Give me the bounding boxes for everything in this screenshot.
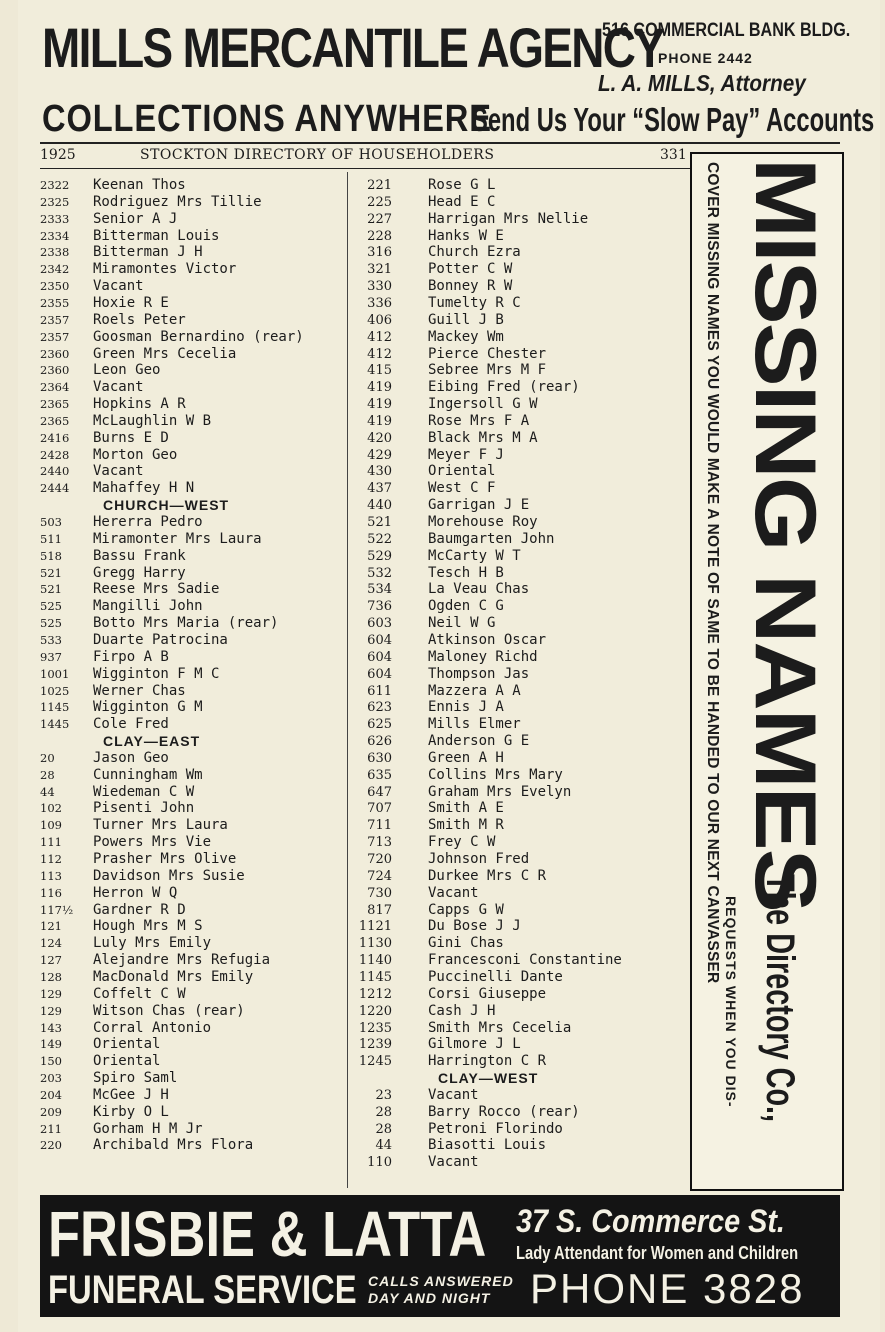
house-number: 330 bbox=[367, 279, 392, 295]
householder-name: Miramontes Victor bbox=[93, 261, 237, 278]
householder-name: Harrigan Mrs Nellie bbox=[428, 210, 589, 227]
householder-name: Hererra Pedro bbox=[93, 514, 203, 530]
householder-name: Herron W Q bbox=[93, 884, 178, 901]
householder-name: Green Mrs Cecelia bbox=[93, 345, 237, 362]
house-number: 2360 bbox=[40, 363, 70, 378]
householder-name: Senior A J bbox=[93, 210, 178, 227]
header-underline bbox=[40, 168, 690, 169]
funeral-ad-calls-line2: DAY AND NIGHT bbox=[368, 1290, 491, 1306]
house-number: 604 bbox=[367, 632, 392, 648]
house-number: 220 bbox=[40, 1138, 62, 1153]
householder-name: Maloney Richd bbox=[428, 648, 538, 665]
householder-name: Harrington C R bbox=[428, 1053, 547, 1070]
house-number: 20 bbox=[40, 750, 55, 765]
house-number: 28 bbox=[375, 1104, 392, 1120]
ad-slogan: Send Us Your “Slow Pay” Accounts bbox=[472, 101, 875, 138]
house-number: 228 bbox=[367, 228, 392, 244]
householder-name: Ennis J A bbox=[428, 699, 504, 716]
house-number: 2364 bbox=[40, 380, 70, 395]
house-number: 1001 bbox=[40, 666, 70, 681]
householder-name: Mills Elmer bbox=[428, 716, 521, 733]
side-ad bbox=[690, 152, 844, 1191]
householder-name: Oriental bbox=[93, 1053, 161, 1070]
householder-name: Wigginton G M bbox=[93, 699, 203, 716]
householder-name: Garrigan J E bbox=[428, 497, 530, 514]
house-number: 522 bbox=[367, 531, 392, 547]
householder-name: Witson Chas (rear) bbox=[93, 1002, 245, 1019]
house-number: 412 bbox=[367, 329, 392, 345]
householder-name: La Veau Chas bbox=[428, 581, 530, 598]
householder-name: Roels Peter bbox=[93, 311, 186, 328]
house-number: 711 bbox=[367, 818, 392, 834]
householder-name: Mahaffey H N bbox=[93, 480, 195, 497]
house-number: 647 bbox=[367, 784, 392, 800]
house-number: 521 bbox=[40, 582, 62, 597]
house-number: 102 bbox=[40, 801, 62, 816]
householder-name: Pisenti John bbox=[93, 800, 195, 817]
householder-name: Du Bose J J bbox=[428, 918, 521, 935]
householder-name: Bitterman J H bbox=[93, 244, 203, 261]
householder-name: Botto Mrs Maria (rear) bbox=[93, 615, 279, 632]
householder-name: Burns E D bbox=[93, 429, 169, 446]
house-number: 1145 bbox=[40, 700, 70, 715]
house-number: 211 bbox=[40, 1121, 62, 1136]
householder-name: Rose G L bbox=[428, 177, 496, 193]
householder-name: Bitterman Louis bbox=[93, 227, 220, 244]
householder-name: Hough Mrs M S bbox=[93, 918, 203, 935]
house-number: 109 bbox=[40, 818, 62, 833]
householder-name: Vacant bbox=[93, 379, 144, 396]
side-ad-headline: MISSING NAMES bbox=[737, 158, 834, 911]
house-number: 113 bbox=[40, 868, 62, 883]
page-title: STOCKTON DIRECTORY OF HOUSEHOLDERS bbox=[140, 147, 495, 163]
house-number: 2360 bbox=[40, 346, 70, 361]
house-number: 521 bbox=[367, 515, 392, 530]
house-number: 518 bbox=[40, 548, 62, 563]
house-number: 28 bbox=[375, 1121, 392, 1137]
householder-name: Vacant bbox=[93, 278, 144, 295]
house-number: 116 bbox=[40, 885, 62, 900]
householder-name: Vacant bbox=[428, 884, 479, 901]
householder-name: Thompson Jas bbox=[428, 665, 530, 682]
householder-name: Francesconi Constantine bbox=[428, 952, 622, 969]
householder-name: Powers Mrs Vie bbox=[93, 834, 212, 851]
householder-name: Smith A E bbox=[428, 800, 504, 817]
house-number: 221 bbox=[367, 178, 392, 193]
funeral-ad-calls bbox=[368, 1273, 514, 1307]
house-number: 817 bbox=[367, 902, 392, 918]
house-number: 143 bbox=[40, 1020, 62, 1035]
householder-name: Mackey Wm bbox=[428, 328, 504, 345]
house-number: 437 bbox=[367, 481, 392, 497]
house-number: 203 bbox=[40, 1071, 62, 1086]
house-number: 111 bbox=[40, 835, 62, 850]
householder-name: Leon Geo bbox=[93, 362, 161, 379]
header-year: 1925 bbox=[40, 147, 76, 163]
house-number: 316 bbox=[367, 245, 392, 261]
house-number: 321 bbox=[367, 262, 392, 278]
householder-name: Corral Antonio bbox=[93, 1019, 212, 1036]
householder-name: Kirby O L bbox=[93, 1103, 169, 1120]
house-number: 713 bbox=[367, 835, 392, 851]
house-number: 1245 bbox=[358, 1054, 392, 1070]
householder-name: Cole Fred bbox=[93, 716, 169, 733]
householder-name: Barry Rocco (rear) bbox=[428, 1103, 580, 1120]
house-number: 1145 bbox=[358, 969, 392, 985]
householder-name: McLaughlin W B bbox=[93, 412, 212, 429]
householder-name: Archibald Mrs Flora bbox=[93, 1137, 254, 1154]
householder-name: Smith Mrs Cecelia bbox=[428, 1019, 572, 1036]
house-number: 204 bbox=[40, 1087, 62, 1102]
house-number: 604 bbox=[367, 666, 392, 682]
house-number: 604 bbox=[367, 649, 392, 665]
house-number: 521 bbox=[40, 565, 62, 580]
householder-name: Luly Mrs Emily bbox=[93, 935, 212, 952]
householder-name: Gardner R D bbox=[93, 901, 186, 918]
householder-name: Cunningham Wm bbox=[93, 766, 203, 783]
house-number: 736 bbox=[367, 599, 392, 615]
section-heading: CLAY—WEST bbox=[438, 1070, 539, 1087]
householder-name: Corsi Giuseppe bbox=[428, 985, 547, 1002]
house-number: 2365 bbox=[40, 397, 70, 412]
householder-name: Vacant bbox=[428, 1086, 479, 1103]
house-number: 2357 bbox=[40, 329, 70, 344]
house-number: 511 bbox=[40, 531, 62, 546]
householder-name: Ogden C G bbox=[428, 598, 504, 615]
house-number: 2333 bbox=[40, 211, 70, 226]
ad-attorney: L. A. MILLS, Attorney bbox=[598, 70, 806, 96]
householder-name: Johnson Fred bbox=[428, 851, 530, 867]
house-number: 23 bbox=[375, 1087, 392, 1103]
householder-name: Vacant bbox=[93, 463, 144, 480]
householder-name: Graham Mrs Evelyn bbox=[428, 783, 572, 800]
side-ad-company: The Directory Co., bbox=[758, 874, 802, 1123]
funeral-ad-service: FUNERAL SERVICE bbox=[48, 1268, 357, 1312]
householder-name: Pierce Chester bbox=[428, 345, 547, 362]
house-number: 127 bbox=[40, 953, 62, 968]
householder-name: Petroni Florindo bbox=[428, 1120, 563, 1137]
house-number: 112 bbox=[40, 852, 62, 866]
house-number: 121 bbox=[40, 919, 62, 934]
householder-name: Hopkins A R bbox=[93, 396, 186, 413]
house-number: 440 bbox=[367, 498, 392, 514]
householder-name: McCarty W T bbox=[428, 547, 521, 564]
householder-name: Black Mrs M A bbox=[428, 429, 538, 446]
section-heading: CLAY—EAST bbox=[103, 733, 201, 750]
house-number: 2440 bbox=[40, 464, 70, 479]
ad-collections-tagline: COLLECTIONS ANYWHERE bbox=[42, 98, 492, 140]
house-number: 44 bbox=[40, 784, 55, 799]
house-number: 724 bbox=[367, 868, 392, 884]
house-number: 419 bbox=[367, 380, 392, 396]
householder-name: Morton Geo bbox=[93, 446, 178, 463]
house-number: 2444 bbox=[40, 481, 70, 496]
house-number: 1235 bbox=[358, 1020, 392, 1036]
house-number: 419 bbox=[367, 413, 392, 429]
householder-name: Green A H bbox=[428, 749, 504, 766]
householder-name: Rose Mrs F A bbox=[428, 412, 530, 429]
householder-name: Miramonter Mrs Laura bbox=[93, 530, 262, 547]
section-heading: CHURCH—WEST bbox=[103, 497, 230, 514]
house-number: 503 bbox=[40, 515, 62, 529]
householder-name: Keenan Thos bbox=[93, 177, 186, 193]
funeral-ad-firm: FRISBIE & LATTA bbox=[48, 1198, 487, 1270]
householder-name: Reese Mrs Sadie bbox=[93, 581, 220, 598]
householder-name: Spiro Saml bbox=[93, 1070, 178, 1087]
householder-name: Gini Chas bbox=[428, 935, 504, 952]
householder-name: Collins Mrs Mary bbox=[428, 766, 563, 783]
ad-phone: PHONE 2442 bbox=[658, 50, 753, 66]
ad-address: 516 COMMERCIAL BANK BLDG. bbox=[602, 20, 851, 41]
householder-name: McGee J H bbox=[93, 1086, 169, 1103]
house-number: 623 bbox=[367, 700, 392, 716]
householder-name: Gilmore J L bbox=[428, 1036, 521, 1053]
house-number: 529 bbox=[367, 548, 392, 564]
house-number: 225 bbox=[367, 194, 392, 210]
householder-name: Ingersoll G W bbox=[428, 396, 538, 413]
householder-name: Cash J H bbox=[428, 1002, 496, 1019]
householder-name: Morehouse Roy bbox=[428, 514, 538, 530]
householder-name: Turner Mrs Laura bbox=[93, 817, 228, 834]
householder-name: Hanks W E bbox=[428, 227, 504, 244]
householder-name: Wigginton F M C bbox=[93, 665, 220, 682]
householder-name: Goosman Bernardino (rear) bbox=[93, 328, 304, 345]
householder-name: Werner Chas bbox=[93, 682, 186, 699]
householder-name: Oriental bbox=[428, 463, 496, 480]
house-number: 129 bbox=[40, 1003, 62, 1018]
householder-name: Smith M R bbox=[428, 817, 504, 834]
house-number: 209 bbox=[40, 1104, 62, 1119]
house-number: 406 bbox=[367, 312, 392, 328]
house-number: 630 bbox=[367, 750, 392, 766]
house-number: 412 bbox=[367, 346, 392, 362]
householder-name: Puccinelli Dante bbox=[428, 968, 563, 985]
householder-name: Bonney R W bbox=[428, 278, 513, 295]
householder-name: Bassu Frank bbox=[93, 547, 186, 564]
funeral-ad-address: 37 S. Commerce St. bbox=[516, 1203, 785, 1239]
house-number: 430 bbox=[367, 464, 392, 480]
householder-name: Atkinson Oscar bbox=[428, 631, 547, 648]
householder-name: Prasher Mrs Olive bbox=[93, 851, 237, 867]
householder-name: Wiedeman C W bbox=[93, 783, 195, 800]
householder-name: Firpo A B bbox=[93, 648, 169, 665]
house-number: 129 bbox=[40, 986, 62, 1001]
householder-name: Neil W G bbox=[428, 615, 496, 632]
house-number: 720 bbox=[367, 852, 392, 867]
house-number: 117½ bbox=[40, 902, 74, 917]
house-number: 626 bbox=[367, 734, 392, 750]
house-number: 124 bbox=[40, 936, 62, 951]
house-number: 128 bbox=[40, 969, 62, 984]
house-number: 1445 bbox=[40, 717, 70, 732]
house-number: 611 bbox=[367, 683, 392, 699]
householder-name: Guill J B bbox=[428, 311, 504, 328]
householder-name: Church Ezra bbox=[428, 244, 521, 261]
house-number: 110 bbox=[367, 1155, 392, 1171]
householder-name: Tumelty R C bbox=[428, 294, 521, 311]
householder-name: Tesch H B bbox=[428, 564, 504, 581]
house-number: 730 bbox=[367, 885, 392, 901]
funeral-ad-attendant: Lady Attendant for Women and Children bbox=[516, 1243, 799, 1263]
house-number: 2338 bbox=[40, 245, 70, 260]
householder-name: Vacant bbox=[428, 1154, 479, 1171]
householder-name: Alejandre Mrs Refugia bbox=[93, 952, 271, 969]
house-number: 707 bbox=[367, 801, 392, 817]
house-number: 429 bbox=[367, 447, 392, 463]
house-number: 1212 bbox=[358, 986, 392, 1002]
house-number: 937 bbox=[40, 649, 62, 664]
house-number: 150 bbox=[40, 1054, 62, 1069]
house-number: 1130 bbox=[358, 936, 392, 952]
funeral-ad-calls-line1: CALLS ANSWERED bbox=[368, 1273, 514, 1289]
householder-name: Mazzera A A bbox=[428, 682, 521, 699]
householder-name: West C F bbox=[428, 480, 496, 497]
side-ad-line1: COVER MISSING NAMES YOU WOULD MAKE A NOTE OF SAME TO BE HANDED TO OUR NEXT CANVASSER bbox=[704, 162, 721, 984]
householder-name: Gregg Harry bbox=[93, 564, 186, 581]
house-number: 532 bbox=[367, 565, 392, 581]
householder-name: Sebree Mrs M F bbox=[428, 362, 547, 379]
page-number: 331 bbox=[660, 147, 687, 163]
house-number: 1220 bbox=[358, 1003, 392, 1019]
householder-name: Jason Geo bbox=[93, 749, 169, 766]
householder-name: Meyer F J bbox=[428, 446, 504, 463]
house-number: 1140 bbox=[358, 953, 392, 969]
householder-name: Coffelt C W bbox=[93, 985, 186, 1002]
ad-agency-title: MILLS MERCANTILE AGENCY bbox=[42, 16, 664, 79]
householder-name: Rodriguez Mrs Tillie bbox=[93, 193, 262, 210]
householder-name: Gorham H M Jr bbox=[93, 1120, 203, 1137]
house-number: 2322 bbox=[40, 178, 70, 192]
house-number: 2334 bbox=[40, 228, 70, 243]
house-number: 1025 bbox=[40, 683, 70, 698]
householder-name: Baumgarten John bbox=[428, 530, 555, 547]
house-number: 625 bbox=[367, 717, 392, 733]
house-number: 2325 bbox=[40, 194, 70, 209]
householder-name: MacDonald Mrs Emily bbox=[93, 968, 254, 985]
house-number: 2357 bbox=[40, 312, 70, 327]
householder-name: Hoxie R E bbox=[93, 294, 169, 311]
house-number: 2342 bbox=[40, 262, 70, 277]
householder-name: Mangilli John bbox=[93, 598, 203, 615]
house-number: 2416 bbox=[40, 430, 70, 445]
house-number: 525 bbox=[40, 616, 62, 631]
householder-name: Head E C bbox=[428, 193, 496, 210]
householder-name: Durkee Mrs C R bbox=[428, 867, 547, 884]
householder-name: Biasotti Louis bbox=[428, 1137, 547, 1154]
side-ad-requests: REQUESTS WHEN YOU DIS- bbox=[723, 896, 739, 1108]
funeral-ad bbox=[40, 1195, 840, 1317]
householder-name: Potter C W bbox=[428, 261, 513, 278]
house-number: 1121 bbox=[358, 919, 392, 935]
householder-name: Anderson G E bbox=[428, 733, 530, 750]
house-number: 1239 bbox=[358, 1037, 392, 1053]
householder-name: Oriental bbox=[93, 1036, 161, 1053]
householder-name: Frey C W bbox=[428, 834, 496, 851]
funeral-ad-phone: PHONE 3828 bbox=[530, 1265, 805, 1312]
house-number: 227 bbox=[367, 211, 392, 227]
house-number: 635 bbox=[367, 767, 392, 783]
house-number: 525 bbox=[40, 599, 62, 614]
house-number: 336 bbox=[367, 295, 392, 311]
house-number: 420 bbox=[367, 430, 392, 446]
house-number: 419 bbox=[367, 397, 392, 413]
house-number: 2350 bbox=[40, 279, 70, 294]
house-number: 534 bbox=[367, 582, 392, 598]
house-number: 28 bbox=[40, 767, 55, 782]
house-number: 149 bbox=[40, 1037, 62, 1052]
house-number: 533 bbox=[40, 632, 62, 647]
house-number: 2355 bbox=[40, 295, 70, 310]
householder-name: Eibing Fred (rear) bbox=[428, 379, 580, 396]
householder-name: Duarte Patrocina bbox=[93, 631, 228, 648]
house-number: 2365 bbox=[40, 413, 70, 428]
header-rule bbox=[40, 142, 840, 144]
house-number: 603 bbox=[367, 616, 392, 632]
householder-name: Davidson Mrs Susie bbox=[93, 867, 245, 884]
householder-name: Capps G W bbox=[428, 901, 504, 918]
house-number: 2428 bbox=[40, 447, 70, 462]
house-number: 44 bbox=[375, 1138, 392, 1154]
house-number: 415 bbox=[367, 363, 392, 379]
